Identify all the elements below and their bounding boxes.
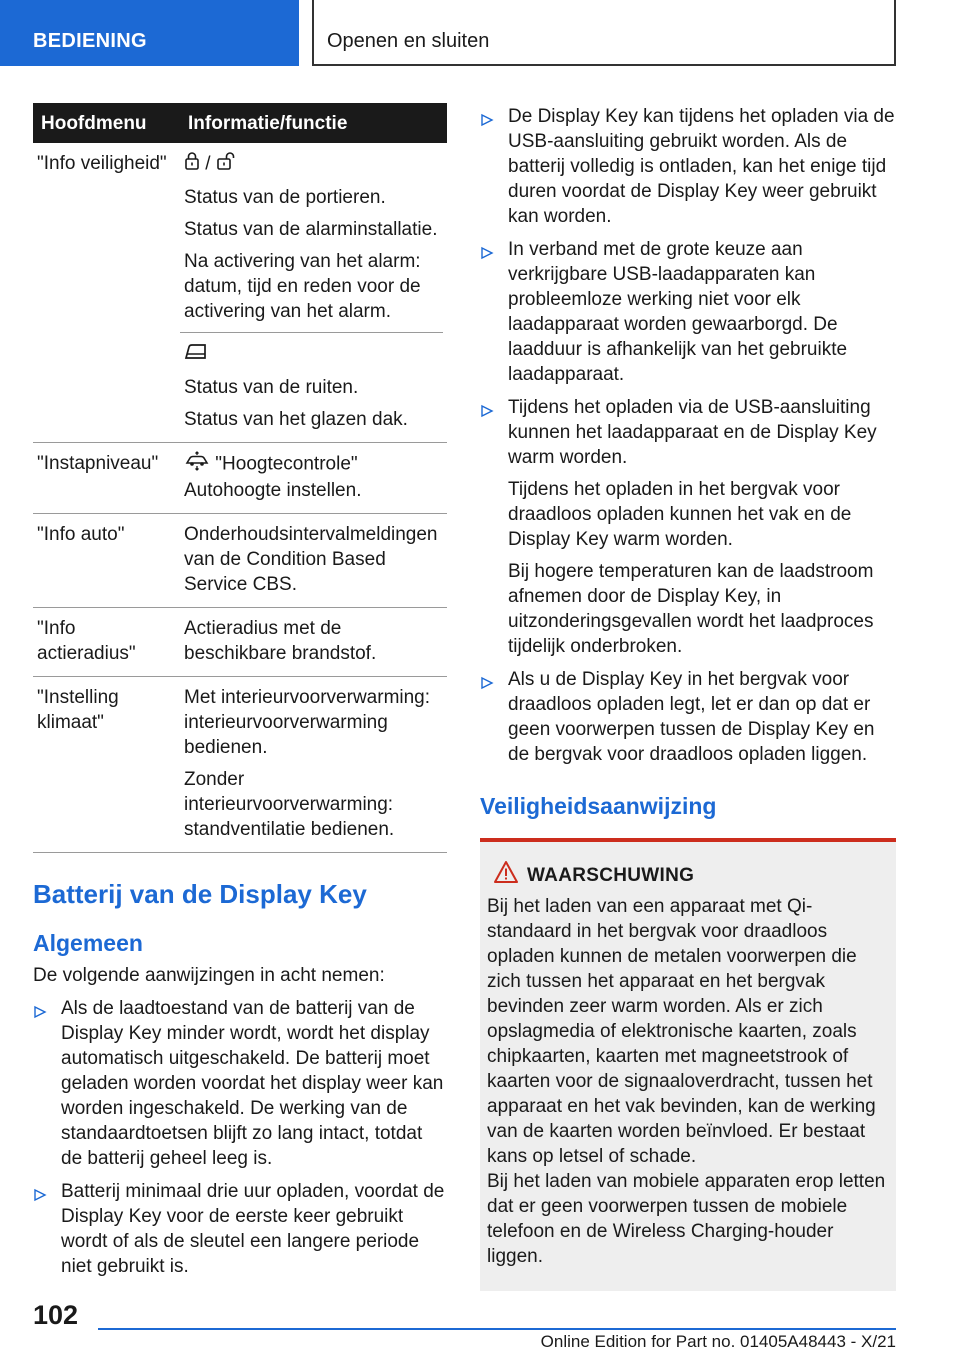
chapter-label: Openen en sluiten (327, 30, 490, 52)
page-number: 102 (33, 1300, 79, 1330)
intro-text: De volgende aanwijzingen in acht nemen: (33, 965, 385, 987)
info-cell (180, 677, 447, 853)
warning-paragraph: Bij het laden van een apparaat met Qi-standaard in het bergvak voor draadloos opladen kunnen de metalen voorwerpen die zich tussen het apparaat en het bergvak bevinden zeer warm worden. Als er zich opslagmedia of elektronische kaarten, zoals chipkaarten, kaarten met magneetstrook of kaarten voor de signaaloverdracht, tussen het apparaat en het vak bevinden, kan de werking van de kaarten worden beïnvloed. Er bestaat kans op letsel of schade. (487, 896, 876, 1167)
list-text: Tijdens het opladen in het bergvak voor draadloos opladen kunnen het vak en de Display Key warm worden. (508, 479, 852, 550)
list-text: Als de laadtoestand van de batterij van de Display Key minder wordt, wordt het display automatisch uitgeschakeld. De batterij moet geladen worden voordat het display weer kan worden ingeschakeld. De werking van de standaardtoetsen blijft zo lang intact, totdat de batterij geheel leeg is. (61, 998, 444, 1170)
menu-table (33, 103, 447, 853)
bullet-triangle-icon (33, 1184, 47, 1209)
list-text: Als u de Display Key in het bergvak voor draadloos opladen legt, let er dan op dat er geen voorwerpen tussen de Display Key en de bergvak voor draadloos opladen liggen. (508, 669, 875, 765)
subsection-title: Algemeen (33, 930, 143, 957)
edition-text: Online Edition for Part no. 01405A48443 - X/21 (540, 1332, 896, 1351)
info-line: Met interieurvoorverwarming: interieurvoorverwarming bedienen. (184, 687, 431, 759)
info-cell (180, 443, 447, 514)
left-column (33, 103, 447, 1279)
table-row (33, 443, 447, 514)
menu-cell: "Info veiligheid" (33, 143, 180, 443)
info-cell (180, 608, 447, 677)
info-line: Status van het glazen dak. (184, 409, 408, 431)
info-line: Na activering van het alarm: datum, tijd en reden voor de activering van het alarm. (184, 251, 421, 322)
info-line: Zonder interieurvoorverwarming: standventilatie bedienen. (184, 769, 395, 841)
warning-header (487, 864, 888, 888)
bullet-triangle-icon (480, 400, 494, 425)
bullet-list (480, 104, 896, 767)
table-header-info: Informatie/functie (180, 103, 447, 143)
lock-open-icon (216, 151, 238, 178)
info-subsection (180, 332, 443, 432)
info-line: Actieradius met de beschikbare brandstof. (184, 618, 377, 665)
bullet-triangle-icon (480, 242, 494, 267)
list-item (33, 1179, 447, 1279)
chapter-tab (312, 0, 896, 66)
bullet-list (33, 996, 447, 1279)
list-text: Tijdens het opladen via de USB-aansluiting kunnen het laadapparaat en de Display Key warm worden. (508, 397, 877, 468)
warning-text (487, 894, 888, 1269)
menu-cell: "Instapniveau" (33, 443, 180, 514)
table-row (33, 514, 447, 608)
table-row (33, 608, 447, 677)
list-item (480, 104, 896, 229)
list-text: Batterij minimaal drie uur opladen, voordat de Display Key voor de eerste keer gebruikt wordt of als de sleutel een langere periode niet gebruikt is. (61, 1181, 445, 1278)
info-line: Status van de alarminstallatie. (184, 219, 438, 240)
warning-box (480, 838, 896, 1291)
car-height-icon (184, 451, 210, 478)
list-item (480, 237, 896, 387)
list-text: In verband met de grote keuze aan verkrijgbare USB-laadapparaten kan probleemloze werking niet voor elk laadapparaat worden gewaarborgd. De laadduur is afhankelijk van het gebruikte laadapparaat. (508, 239, 848, 385)
window-icon (184, 343, 208, 368)
section-title: Veiligheidsaanwijzing (480, 793, 717, 819)
info-cell (180, 143, 447, 443)
list-text: De Display Key kan tijdens het opladen via de USB-aansluiting gebruikt worden. Als de batterij volledig is ontladen, kan het enige tijd duren voordat de Display Key weer gebruikt kan worden. (508, 106, 895, 227)
warning-paragraph: Bij het laden van mobiele apparaten erop letten dat er geen voorwerpen tussen de mobiele telefoon en de Wireless Charging-houder liggen. (487, 1171, 886, 1267)
bullet-triangle-icon (480, 672, 494, 697)
list-item (480, 395, 896, 659)
menu-cell: "Instelling klimaat" (33, 677, 180, 853)
lock-closed-icon (184, 151, 200, 178)
table-header-menu: Hoofdmenu (33, 103, 180, 143)
menu-cell: "Info actieradius" (33, 608, 180, 677)
section-title: Batterij van de Display Key (33, 879, 367, 910)
warning-label: WAARSCHUWING (527, 865, 695, 886)
footer-divider (98, 1328, 896, 1330)
info-line: Status van de ruiten. (184, 377, 359, 399)
right-column (480, 104, 896, 1291)
list-item (33, 996, 447, 1171)
table-row (33, 143, 447, 443)
list-item (480, 667, 896, 767)
icon-separator: / (205, 153, 211, 175)
info-line: "Hoogtecontrole" Autohoogte instellen. (184, 454, 362, 502)
section-tab (0, 0, 299, 66)
table-row (33, 677, 447, 853)
section-label: BEDIENING (33, 30, 147, 52)
menu-cell: "Info auto" (33, 514, 180, 608)
info-line: Onderhoudsintervalmeldingen van de Condition Based Service CBS. (184, 524, 438, 596)
info-line: Status van de portieren. (184, 187, 386, 208)
bullet-triangle-icon (33, 1001, 47, 1026)
bullet-triangle-icon (480, 109, 494, 134)
warning-triangle-icon (493, 860, 519, 884)
page-header (0, 0, 960, 66)
info-cell (180, 514, 447, 608)
list-text: Bij hogere temperaturen kan de laadstroom afnemen door de Display Key, in uitzonderingsgevallen wordt het laadproces tijdelijk onderbroken. (508, 561, 874, 657)
